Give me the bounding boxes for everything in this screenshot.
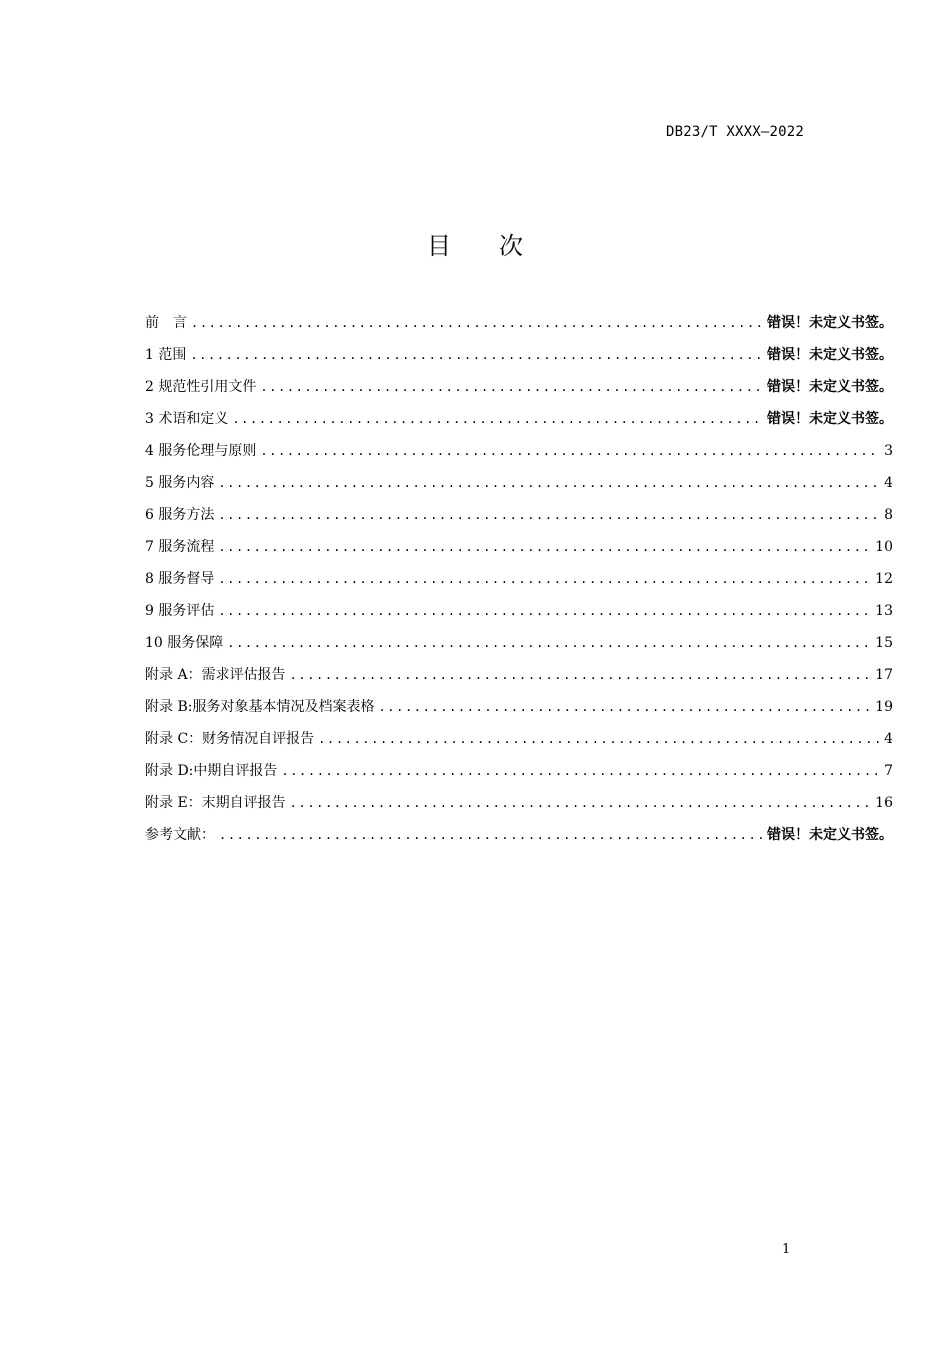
toc-leader-dots: [227, 636, 871, 650]
toc-entry-label: 1 范围: [145, 347, 187, 363]
toc-entry[interactable]: [145, 376, 893, 408]
toc-title-char-1: 目: [427, 232, 451, 260]
toc-entry[interactable]: [145, 504, 893, 536]
page-number: 1: [782, 1242, 791, 1257]
toc-entry[interactable]: [145, 600, 893, 632]
toc-entry-page: 错误！未定义书签。: [767, 827, 893, 843]
toc-entry-label: 附录 C：财务情况自评报告: [145, 731, 315, 747]
toc-entry[interactable]: [145, 760, 893, 792]
toc-entry-page: 8: [884, 507, 893, 523]
document-code: DB23/T XXXX—2022: [665, 124, 804, 140]
toc-leader-dots: [218, 476, 880, 490]
toc-leader-dots: [190, 348, 763, 362]
toc-entry-label: 10 服务保障: [145, 635, 224, 651]
toc-entry[interactable]: [145, 344, 893, 376]
toc-entry[interactable]: [145, 568, 893, 600]
toc-entry-page: 错误！未定义书签。: [767, 347, 893, 363]
toc-entry-page: 错误！未定义书签。: [767, 315, 893, 331]
toc-entry-page: 4: [884, 475, 893, 491]
toc-entry-label: 附录 D:中期自评报告: [145, 763, 278, 779]
toc-entry[interactable]: [145, 824, 893, 856]
toc-entry[interactable]: [145, 440, 893, 472]
toc-leader-dots: [232, 412, 763, 426]
toc-list: [145, 312, 893, 856]
toc-entry[interactable]: [145, 632, 893, 664]
toc-entry-page: 错误！未定义书签。: [767, 379, 893, 395]
toc-entry-label: 参考文献：: [145, 827, 215, 843]
toc-entry-page: 13: [875, 603, 893, 619]
toc-leader-dots: [260, 380, 763, 394]
toc-title: [0, 226, 950, 261]
toc-entry-page: 7: [884, 763, 893, 779]
toc-leader-dots: [191, 316, 763, 330]
toc-entry-page: 12: [875, 571, 893, 587]
toc-leader-dots: [219, 828, 763, 842]
toc-entry[interactable]: [145, 312, 893, 344]
toc-entry-label: 附录 A：需求评估报告: [145, 667, 286, 683]
toc-leader-dots: [218, 508, 880, 522]
toc-leader-dots: [290, 796, 872, 810]
toc-entry-label: 8 服务督导: [145, 571, 215, 587]
toc-entry[interactable]: [145, 696, 893, 728]
toc-entry-label: 9 服务评估: [145, 603, 215, 619]
toc-leader-dots: [290, 668, 872, 682]
toc-entry-label: 4 服务伦理与原则: [145, 443, 257, 459]
toc-entry-page: 15: [875, 635, 893, 651]
toc-entry-page: 19: [875, 699, 893, 715]
toc-entry-label: 附录 B:服务对象基本情况及档案表格: [145, 699, 375, 715]
toc-entry-page: 3: [884, 443, 893, 459]
toc-entry[interactable]: [145, 536, 893, 568]
toc-title-char-2: 次: [499, 232, 523, 260]
toc-leader-dots: [260, 444, 880, 458]
toc-leader-dots: [218, 540, 871, 554]
toc-entry[interactable]: [145, 472, 893, 504]
toc-entry-page: 17: [875, 667, 893, 683]
toc-entry-label: 3 术语和定义: [145, 411, 229, 427]
toc-leader-dots: [318, 732, 880, 746]
toc-entry-page: 4: [884, 731, 893, 747]
toc-leader-dots: [218, 604, 871, 618]
toc-entry[interactable]: [145, 664, 893, 696]
toc-leader-dots: [281, 764, 880, 778]
toc-leader-dots: [218, 572, 871, 586]
toc-entry-label: 2 规范性引用文件: [145, 379, 257, 395]
toc-entry[interactable]: [145, 728, 893, 760]
toc-entry-label: 6 服务方法: [145, 507, 215, 523]
toc-entry-label: 前 言: [145, 315, 187, 331]
toc-entry-page: 16: [875, 795, 893, 811]
toc-entry-page: 10: [875, 539, 893, 555]
toc-entry[interactable]: [145, 792, 893, 824]
toc-entry-page: 错误！未定义书签。: [767, 411, 893, 427]
toc-entry-label: 5 服务内容: [145, 475, 215, 491]
toc-entry[interactable]: [145, 408, 893, 440]
toc-entry-label: 7 服务流程: [145, 539, 215, 555]
toc-leader-dots: [378, 700, 871, 714]
toc-entry-label: 附录 E：末期自评报告: [145, 795, 286, 811]
